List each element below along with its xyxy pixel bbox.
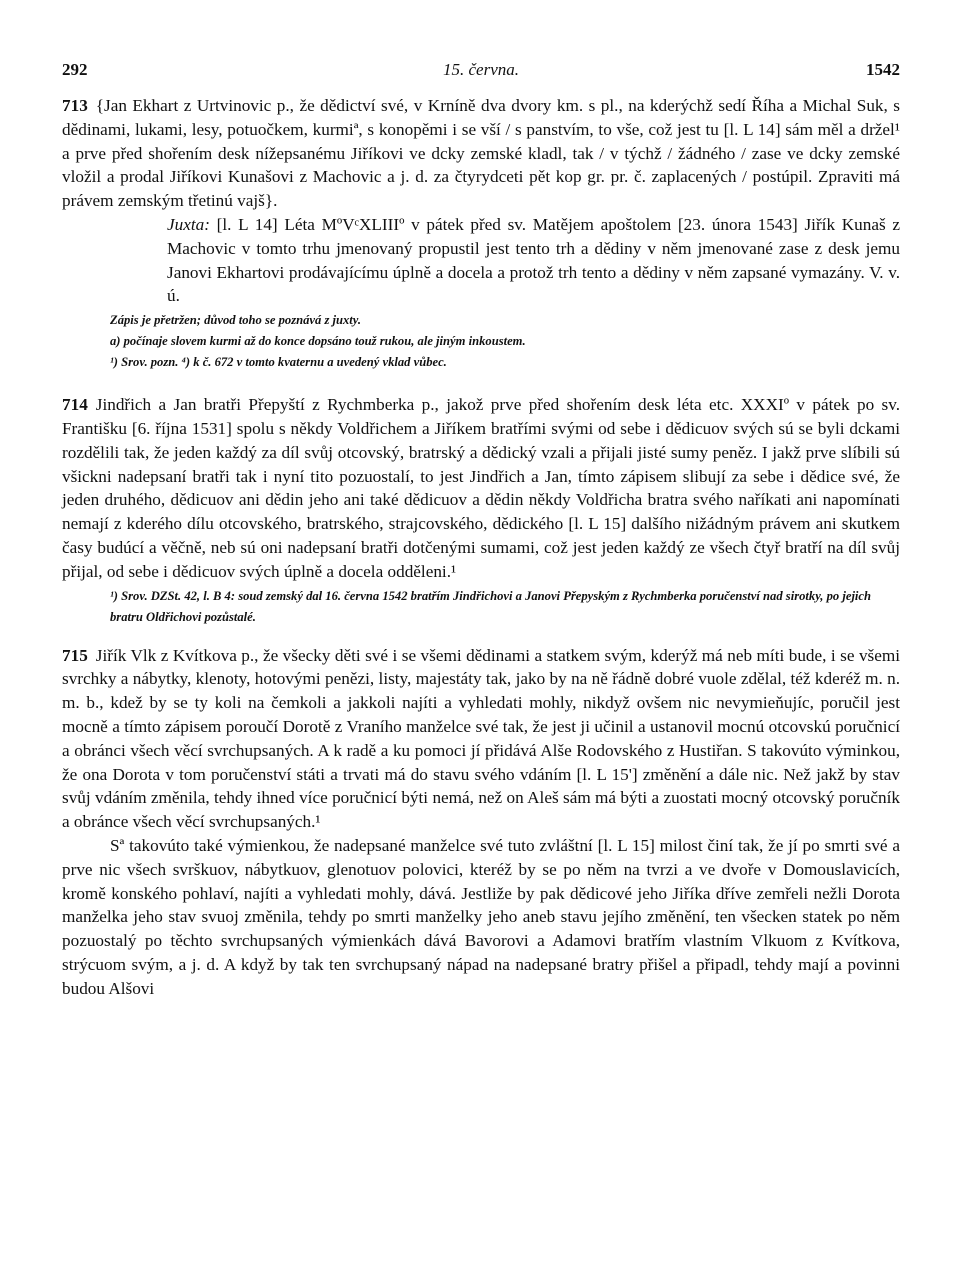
entry-715-paragraph-2: Sª takovúto také výmienkou, že nadepsané manželce své tuto zvláštní [l. L 15] milost činí tak, že jí po smrti své a prve nic všech svrškuov, nábytkuov, glenotuov polovici, kteréž by se po něm na tvrzi a ve dvoře v Domouslavicích, kromě konského pohlaví, najíti a vyhledati mohly, dává. Jestliže by pak dědicové jeho Jiříka dříve zemřeli nežli Dorota manželka jeho stav svuoj změnila, tehdy po smrti manželky jeho aneb stavu jejího změnění, ten všecken statek po něm pozuostalý po těchto svrchupsaných výmienkách dává Bavorovi a Adamovi bratřím vlastním Vlkuom z Kvítkova, strýcuom svým, a j. d. A když by tak ten svrchupsaný nápad na nadepsané bratry přišel a připadl, tehdy mají a povinni budou Alšovi — [62, 835, 900, 998]
page-number: 292 — [62, 60, 88, 79]
entry-714-body — [62, 393, 900, 583]
document-page — [62, 58, 900, 1258]
entry-714 — [62, 393, 900, 627]
entry-number: 714 — [62, 395, 88, 415]
entry-number: 713 — [62, 96, 88, 115]
entry-715 — [62, 644, 900, 1001]
footnotes-713 — [62, 310, 900, 373]
footnotes-714 — [62, 586, 900, 628]
footnote: a) počínaje slovem kurmi až do konce dopsáno touž rukou, ale jiným inkoustem. — [110, 334, 526, 349]
page-header — [62, 58, 900, 94]
entry-number: 715 — [62, 645, 88, 665]
entry-713 — [62, 94, 900, 373]
juxta-label: Juxta: — [167, 214, 210, 234]
entry-text: Jiřík Vlk z Kvítkova p., že všecky děti své i se všemi dědinami a statkem svým, kderýž má neb míti bude, i se všemi svrchky a nábytky, klenoty, hotovými penězi, listy, majestáty tak, jako by na ně řádně dobré vuole zdělal, též kderéž m. n. m. b., kdež by se ty koli na čemkoli a jakkoli najíti a vyhledati mohly, nikdyž ovšem nic nevymieňujíc, poručil jest mocně a tímto zápisem poroučí Dorotě z Vraního manželce své tak, že jest ji učinil a ustanovil mocnú otcovskú poručnicí a obránci všech věcí svrchupsaných. A k radě a ku pomoci jí přidává Alše Rodovského z Hustiřan. S takovúto výminkou, že ona Dorota v tom poručenství státi a trvati má do stavu svého vdáním [l. L 15'] změnění a dále nic. Než jakž by stav svůj vdáním změnila, tehdy ihned více poručnicí býti nemá, než on Aleš sám má býti a zuostati mocný otcovský poručník a obránce všech věcí svrchupsaných.¹ — [62, 645, 900, 832]
entry-715-body — [62, 644, 900, 834]
entry-text: {Jan Ekhart z Urtvinovic p., že dědictví své, v Krníně dva dvory km. s pl., na kderýchž sedí Říha a Michal Suk, s dědinami, lukami, lesy, potuočkem, kurmiª, s konopěmi i se vší / s panstvím, to vše, což jest tu [l. L 14] sám měl a držel¹ a prve před shořením desk nížepsanému Jiříkovi ve dcky zemské kladl, tak / v týchž / žádného / zase ve dcky zemské vložil a prodal Jiříkovi Kunašovi z Machovic a j. d. za čtyrydceti pět kop gr. pr. č. zaplacených / postúpil. Zpraviti má právem zemským třetinú vajš}. — [62, 96, 900, 211]
juxta-text: [l. L 14] Léta MºVᶜXLIIIº v pátek před sv. Matějem apoštolem [23. února 1543] Jiřík Kunaš z Machovic v tomto trhu jmenovaný propustil jest tento trh a dědiny v něm jmenované zase z desk jemu Janovi Ekhartovi prodávajícímu úplně a docela a protož trh tento a dědiny v něm zapsané vymazány. V. v. ú. — [167, 214, 901, 306]
running-title-date: 15. června. — [442, 60, 519, 79]
juxta-note — [62, 213, 900, 308]
footnote: ¹) Srov. DZSt. 42, l. B 4: soud zemský dal 16. června 1542 bratřím Jindřichovi a Janovi Přepyským z Rychmberka poručenství nad sirotky, po jejich bratru Oldřichovi pozůstalé. — [110, 588, 872, 624]
footnote: Zápis je přetržen; důvod toho se poznává z juxty. — [110, 313, 362, 328]
entry-text: Jindřich a Jan bratři Přepyští z Rychmberka p., jakož prve před shořením desk léta etc. XXXIº v pátek po sv. Františku [6. října 1531] spolu s někdy Voldřichem a Jiříkem bratřími svými od sebe i dědicuov svých sú se byli dckami rozdělili tak, že jeden každý za díl svůj otcovský, bratrský a dědický vzali a přijali jisté sumy peněz. I jakž prve slíbili sú všickni nadepsaní bratři tak i nyní tito pozuostalí, to jest Jindřich a Jan, tímto zápisem slibují za sebe i dědice své, že jeden druhého, dědicuov ani dědin jeho ani také dědicuov a dědin někdy Voldřicha bratra svého naříkati ani napomínati nemají z kderého dílu otcovského, bratrského, strajcovského, dědického [l. L 15] dalšího nižádným právem ani skutkem časy budúcí a věčně, neb sú oni nadepsaní bratři dotčenými sumami, což jest jeden každý ze všech čtyř bratří na díl svůj přijal, od sebe i dědicuov svých úplně a docela odděleni.¹ — [62, 395, 900, 581]
entry-713-body — [62, 94, 900, 213]
footnote: ¹) Srov. pozn. ⁴) k č. 672 v tomto kvaternu a uvedený vklad vůbec. — [110, 355, 447, 370]
running-year: 1542 — [866, 60, 900, 79]
